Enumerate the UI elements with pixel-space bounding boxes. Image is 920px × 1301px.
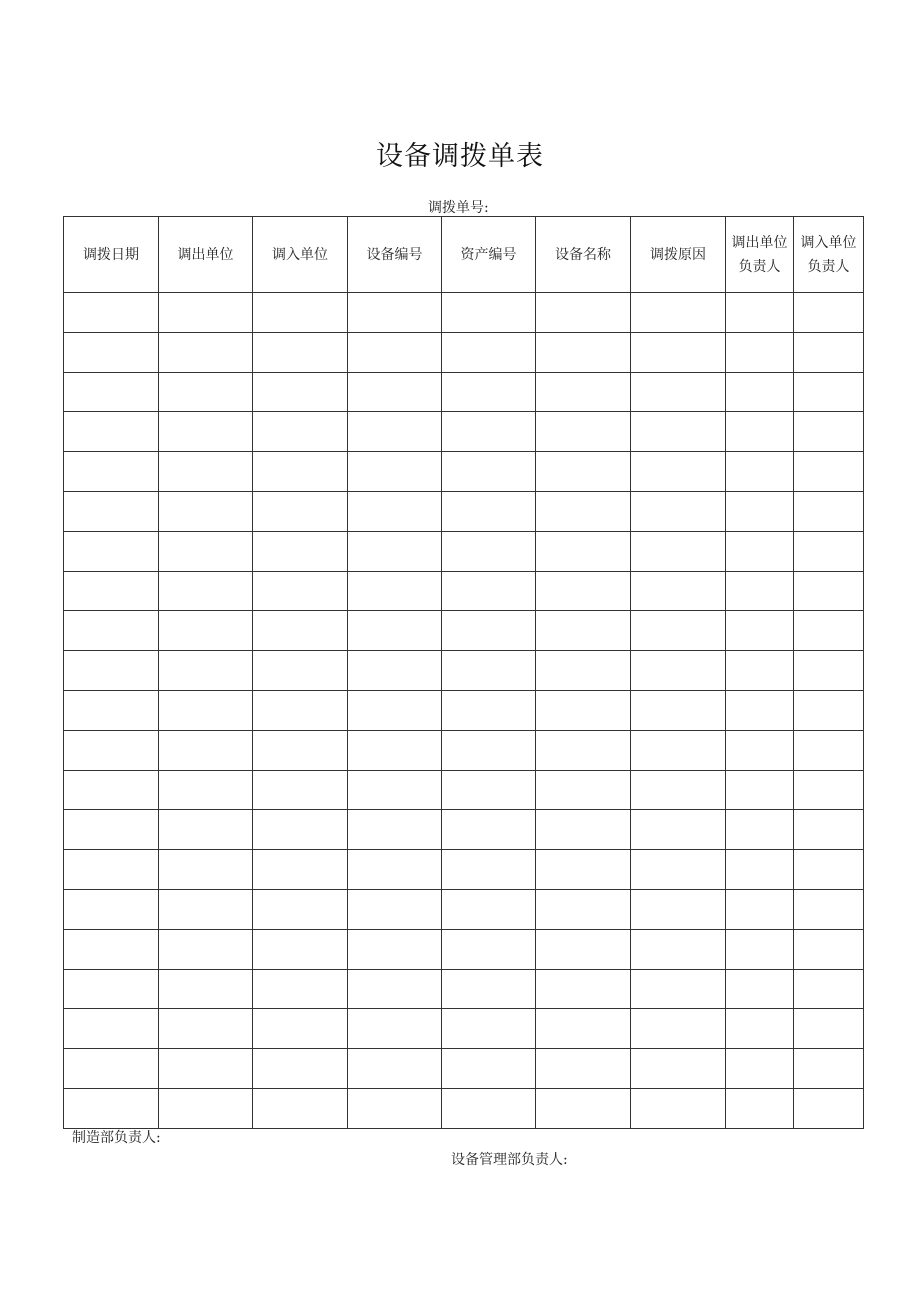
table-cell[interactable] — [64, 332, 159, 372]
table-cell[interactable] — [631, 571, 726, 611]
table-cell[interactable] — [348, 1009, 442, 1049]
table-cell[interactable] — [442, 770, 536, 810]
table-cell[interactable] — [631, 412, 726, 452]
table-cell[interactable] — [348, 651, 442, 691]
table-cell[interactable] — [726, 372, 794, 412]
table-cell[interactable] — [442, 531, 536, 571]
table-cell[interactable] — [64, 889, 159, 929]
table-cell[interactable] — [536, 571, 631, 611]
table-cell[interactable] — [794, 969, 864, 1009]
table-cell[interactable] — [726, 929, 794, 969]
column-header: 调拨日期 — [64, 217, 159, 293]
table-cell[interactable] — [794, 452, 864, 492]
table-cell[interactable] — [726, 571, 794, 611]
table-cell[interactable] — [631, 491, 726, 531]
table-cell[interactable] — [159, 1009, 253, 1049]
table-cell[interactable] — [442, 810, 536, 850]
table-cell[interactable] — [726, 770, 794, 810]
table-body — [64, 293, 864, 1129]
table-cell[interactable] — [726, 293, 794, 333]
table-row — [64, 571, 864, 611]
table-cell[interactable] — [794, 929, 864, 969]
table-cell[interactable] — [64, 452, 159, 492]
table-cell[interactable] — [536, 531, 631, 571]
table-cell[interactable] — [794, 889, 864, 929]
table-cell[interactable] — [726, 1088, 794, 1128]
table-cell[interactable] — [64, 810, 159, 850]
table-cell[interactable] — [253, 611, 348, 651]
table-row — [64, 850, 864, 890]
table-cell[interactable] — [348, 571, 442, 611]
table-cell[interactable] — [64, 969, 159, 1009]
table-cell[interactable] — [726, 531, 794, 571]
table-cell[interactable] — [536, 1049, 631, 1089]
column-header: 设备编号 — [348, 217, 442, 293]
table-cell[interactable] — [64, 571, 159, 611]
table-cell[interactable] — [794, 611, 864, 651]
table-cell[interactable] — [348, 1049, 442, 1089]
table-cell[interactable] — [159, 810, 253, 850]
table-cell[interactable] — [159, 651, 253, 691]
table-header-row — [64, 217, 864, 293]
table-row — [64, 372, 864, 412]
table-cell[interactable] — [442, 889, 536, 929]
table-cell[interactable] — [253, 293, 348, 333]
table-row — [64, 412, 864, 452]
column-header: 调入单位 — [253, 217, 348, 293]
table-cell[interactable] — [253, 412, 348, 452]
table-cell[interactable] — [794, 372, 864, 412]
table-cell[interactable] — [64, 1049, 159, 1089]
table-cell[interactable] — [253, 651, 348, 691]
column-header: 资产编号 — [442, 217, 536, 293]
table-cell[interactable] — [631, 929, 726, 969]
column-header: 调入单位负责人 — [794, 217, 864, 293]
table-cell[interactable] — [794, 332, 864, 372]
table-cell[interactable] — [794, 770, 864, 810]
table-cell[interactable] — [631, 850, 726, 890]
table-cell[interactable] — [536, 1088, 631, 1128]
table-row — [64, 1088, 864, 1128]
table-cell[interactable] — [536, 810, 631, 850]
table-cell[interactable] — [726, 332, 794, 372]
table-cell[interactable] — [726, 412, 794, 452]
table-cell[interactable] — [631, 293, 726, 333]
table-cell[interactable] — [64, 412, 159, 452]
table-cell[interactable] — [536, 1009, 631, 1049]
table-cell[interactable] — [536, 889, 631, 929]
table-cell[interactable] — [442, 1009, 536, 1049]
table-cell[interactable] — [631, 770, 726, 810]
table-row — [64, 929, 864, 969]
table-cell[interactable] — [64, 611, 159, 651]
table-cell[interactable] — [631, 1088, 726, 1128]
table-cell[interactable] — [726, 452, 794, 492]
table-cell[interactable] — [159, 412, 253, 452]
table-cell[interactable] — [253, 770, 348, 810]
table-cell[interactable] — [159, 730, 253, 770]
table-cell[interactable] — [442, 1088, 536, 1128]
table-row — [64, 651, 864, 691]
table-cell[interactable] — [64, 372, 159, 412]
table-cell[interactable] — [442, 730, 536, 770]
table-cell[interactable] — [536, 969, 631, 1009]
table-cell[interactable] — [631, 690, 726, 730]
table-cell[interactable] — [253, 889, 348, 929]
table-cell[interactable] — [726, 889, 794, 929]
table-cell[interactable] — [348, 491, 442, 531]
table-cell[interactable] — [253, 969, 348, 1009]
table-cell[interactable] — [253, 332, 348, 372]
table-row — [64, 491, 864, 531]
table-cell[interactable] — [253, 1009, 348, 1049]
table-cell[interactable] — [536, 412, 631, 452]
table-row — [64, 293, 864, 333]
table-cell[interactable] — [536, 293, 631, 333]
table-cell[interactable] — [64, 651, 159, 691]
table-cell[interactable] — [253, 929, 348, 969]
table-cell[interactable] — [631, 372, 726, 412]
table-cell[interactable] — [64, 770, 159, 810]
table-row — [64, 531, 864, 571]
table-cell[interactable] — [64, 293, 159, 333]
table-cell[interactable] — [253, 850, 348, 890]
table-cell[interactable] — [348, 929, 442, 969]
table-cell[interactable] — [631, 452, 726, 492]
table-cell[interactable] — [536, 491, 631, 531]
table-cell[interactable] — [253, 1088, 348, 1128]
table-cell[interactable] — [442, 969, 536, 1009]
table-cell[interactable] — [348, 690, 442, 730]
table-cell[interactable] — [794, 730, 864, 770]
transfer-number-label: 调拨单号: — [428, 200, 489, 216]
table-cell[interactable] — [536, 690, 631, 730]
table-cell[interactable] — [631, 889, 726, 929]
table-cell[interactable] — [794, 293, 864, 333]
table-cell[interactable] — [159, 1049, 253, 1089]
table-cell[interactable] — [442, 452, 536, 492]
table-cell[interactable] — [159, 969, 253, 1009]
table-cell[interactable] — [64, 730, 159, 770]
table-cell[interactable] — [348, 969, 442, 1009]
table-cell[interactable] — [794, 1088, 864, 1128]
table-cell[interactable] — [64, 690, 159, 730]
table-cell[interactable] — [794, 412, 864, 452]
table-cell[interactable] — [253, 730, 348, 770]
table-cell[interactable] — [536, 850, 631, 890]
table-cell[interactable] — [253, 571, 348, 611]
table-cell[interactable] — [159, 889, 253, 929]
column-header: 调拨原因 — [631, 217, 726, 293]
table-cell[interactable] — [631, 332, 726, 372]
table-cell[interactable] — [536, 770, 631, 810]
table-row — [64, 690, 864, 730]
table-cell[interactable] — [253, 690, 348, 730]
table-cell[interactable] — [64, 1009, 159, 1049]
table-cell[interactable] — [64, 850, 159, 890]
table-cell[interactable] — [536, 452, 631, 492]
table-row — [64, 611, 864, 651]
table-cell[interactable] — [64, 491, 159, 531]
table-cell[interactable] — [64, 531, 159, 571]
column-header: 调出单位负责人 — [726, 217, 794, 293]
table-row — [64, 889, 864, 929]
table-row — [64, 969, 864, 1009]
table-cell[interactable] — [442, 332, 536, 372]
table-cell[interactable] — [159, 611, 253, 651]
page-title: 设备调拨单表 — [376, 141, 544, 172]
table-cell[interactable] — [726, 730, 794, 770]
table-row — [64, 1049, 864, 1089]
table-cell[interactable] — [726, 850, 794, 890]
table-cell[interactable] — [631, 1009, 726, 1049]
table-cell[interactable] — [348, 293, 442, 333]
table-cell[interactable] — [726, 810, 794, 850]
table-cell[interactable] — [64, 1088, 159, 1128]
table-cell[interactable] — [442, 611, 536, 651]
table-cell[interactable] — [726, 969, 794, 1009]
table-cell[interactable] — [159, 452, 253, 492]
table-cell[interactable] — [348, 332, 442, 372]
table-cell[interactable] — [726, 690, 794, 730]
table-cell[interactable] — [159, 571, 253, 611]
table-cell[interactable] — [64, 929, 159, 969]
table-cell[interactable] — [253, 531, 348, 571]
table-cell[interactable] — [159, 372, 253, 412]
table-cell[interactable] — [159, 293, 253, 333]
table-cell[interactable] — [794, 651, 864, 691]
table-cell[interactable] — [631, 611, 726, 651]
table-cell[interactable] — [348, 531, 442, 571]
table-cell[interactable] — [631, 651, 726, 691]
table-cell[interactable] — [159, 850, 253, 890]
table-cell[interactable] — [631, 1049, 726, 1089]
table-row — [64, 730, 864, 770]
table-cell[interactable] — [726, 651, 794, 691]
table-cell[interactable] — [442, 929, 536, 969]
table-cell[interactable] — [159, 491, 253, 531]
table-cell[interactable] — [159, 531, 253, 571]
table-cell[interactable] — [442, 651, 536, 691]
table-cell[interactable] — [726, 1049, 794, 1089]
table-cell[interactable] — [159, 929, 253, 969]
manufacturing-head-label: 制造部负责人: — [72, 1130, 161, 1146]
table-cell[interactable] — [442, 412, 536, 452]
table-cell[interactable] — [253, 810, 348, 850]
table-cell[interactable] — [536, 651, 631, 691]
table-cell[interactable] — [794, 1049, 864, 1089]
table-cell[interactable] — [794, 531, 864, 571]
table-cell[interactable] — [536, 332, 631, 372]
table-cell[interactable] — [442, 491, 536, 531]
table-cell[interactable] — [794, 850, 864, 890]
table-cell[interactable] — [726, 491, 794, 531]
table-row — [64, 1009, 864, 1049]
table-cell[interactable] — [348, 372, 442, 412]
table-cell[interactable] — [348, 810, 442, 850]
table-cell[interactable] — [794, 690, 864, 730]
table-cell[interactable] — [631, 730, 726, 770]
table-cell[interactable] — [442, 690, 536, 730]
table-cell[interactable] — [348, 452, 442, 492]
table-cell[interactable] — [631, 969, 726, 1009]
table-cell[interactable] — [794, 810, 864, 850]
table-cell[interactable] — [442, 850, 536, 890]
table-cell[interactable] — [348, 850, 442, 890]
table-cell[interactable] — [726, 611, 794, 651]
equipment-head-label: 设备管理部负责人: — [451, 1152, 568, 1168]
table-cell[interactable] — [794, 571, 864, 611]
table-cell[interactable] — [631, 810, 726, 850]
table-cell[interactable] — [253, 372, 348, 412]
table-cell[interactable] — [159, 332, 253, 372]
table-cell[interactable] — [631, 531, 726, 571]
table-cell[interactable] — [726, 1009, 794, 1049]
table-cell[interactable] — [348, 730, 442, 770]
table-cell[interactable] — [536, 611, 631, 651]
table-cell[interactable] — [348, 889, 442, 929]
table-cell[interactable] — [442, 1049, 536, 1089]
table-cell[interactable] — [536, 929, 631, 969]
table-cell[interactable] — [442, 372, 536, 412]
table-row — [64, 452, 864, 492]
table-cell[interactable] — [442, 571, 536, 611]
table-cell[interactable] — [159, 770, 253, 810]
table-row — [64, 770, 864, 810]
table-cell[interactable] — [794, 491, 864, 531]
table-cell[interactable] — [348, 611, 442, 651]
table-cell[interactable] — [253, 1049, 348, 1089]
table-cell[interactable] — [348, 1088, 442, 1128]
table-cell[interactable] — [536, 372, 631, 412]
table-cell[interactable] — [348, 412, 442, 452]
table-cell[interactable] — [253, 491, 348, 531]
table-row — [64, 810, 864, 850]
table-cell[interactable] — [442, 293, 536, 333]
table-cell[interactable] — [794, 1009, 864, 1049]
table-cell[interactable] — [348, 770, 442, 810]
table-cell[interactable] — [159, 690, 253, 730]
table-cell[interactable] — [159, 1088, 253, 1128]
table-row — [64, 332, 864, 372]
transfer-table — [63, 216, 864, 1129]
column-header: 设备名称 — [536, 217, 631, 293]
table-cell[interactable] — [253, 452, 348, 492]
column-header: 调出单位 — [159, 217, 253, 293]
table-cell[interactable] — [536, 730, 631, 770]
